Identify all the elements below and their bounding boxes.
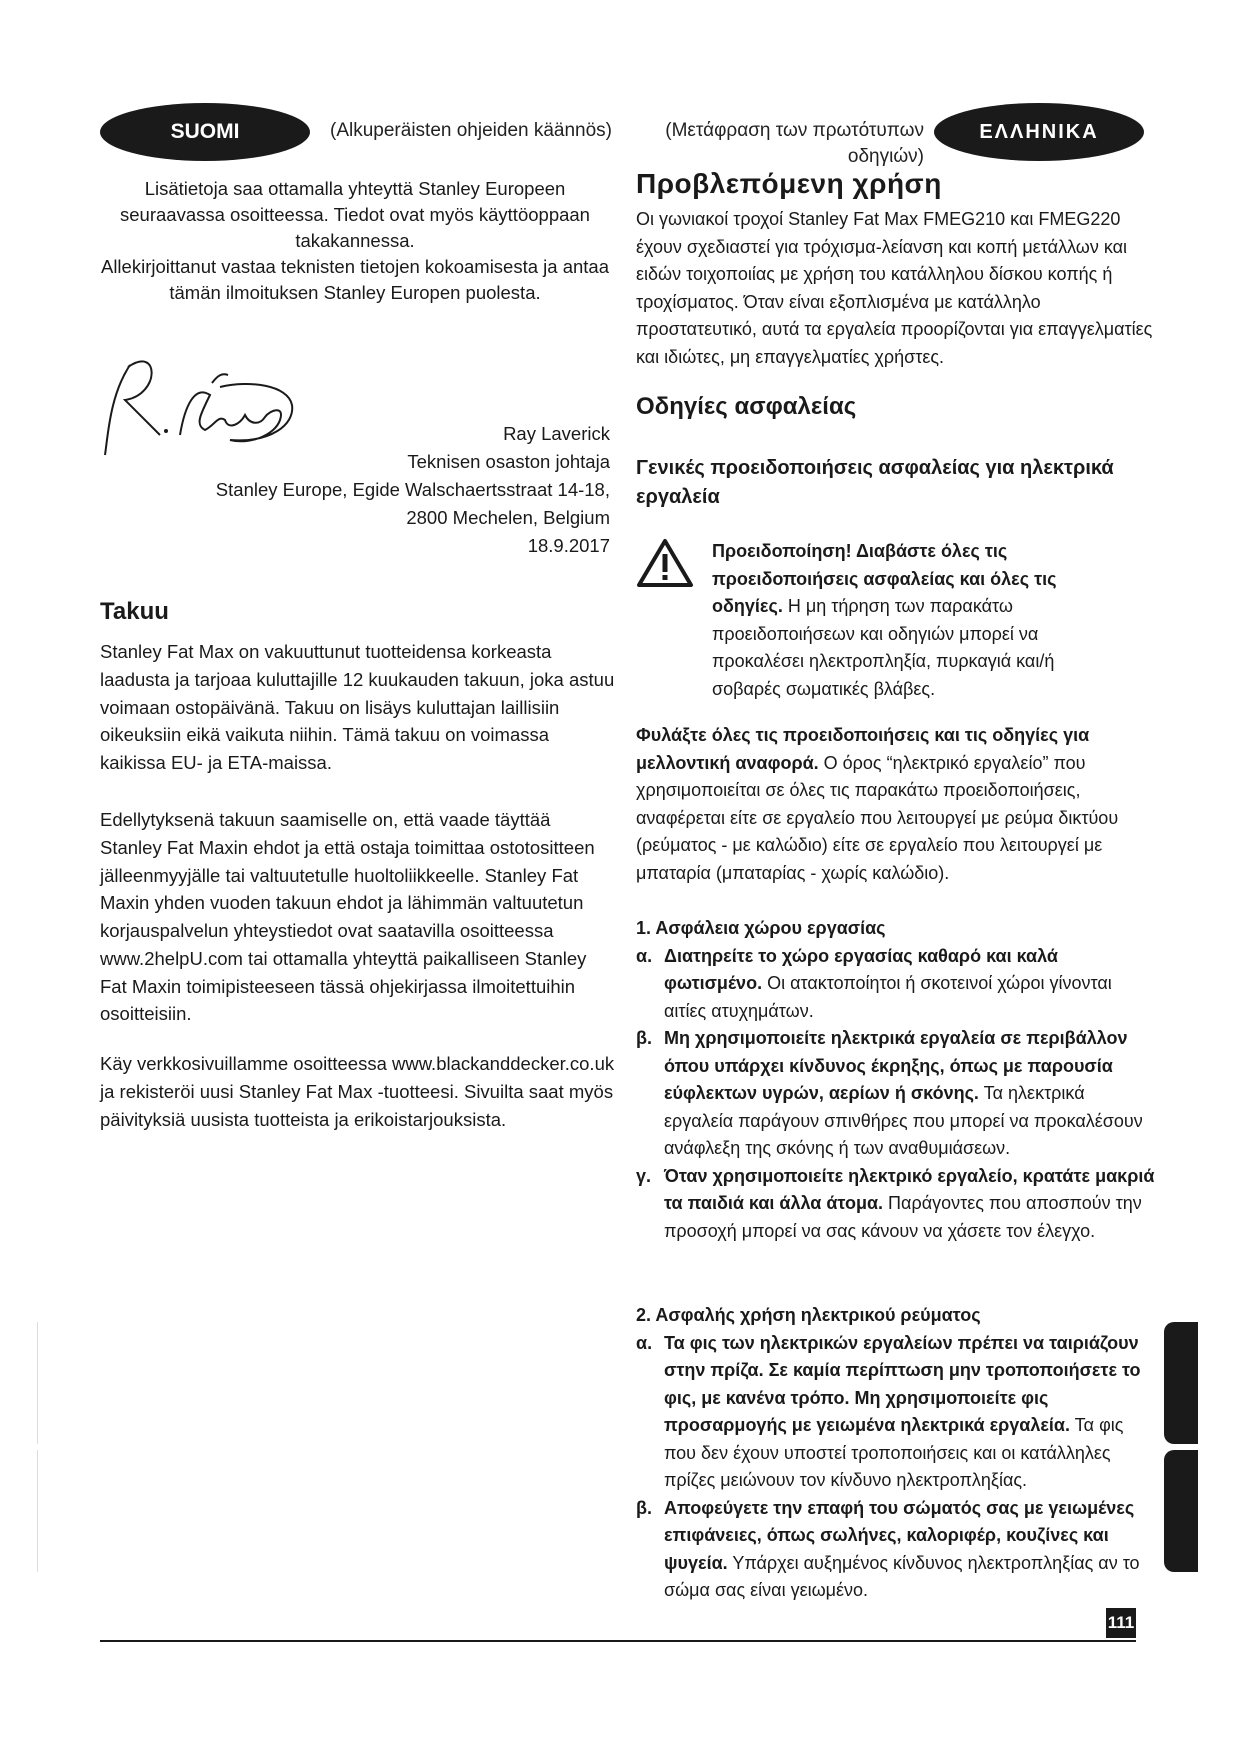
list-item-rest: Τα ηλεκτρικά εργαλεία παράγουν σπινθήρες που μπορεί να προκαλέσουν ανάφλεξη της σκόνης ή των αναθυμιάσεων. xyxy=(664,1083,1143,1159)
finnish-subtitle: (Alkuperäisten ohjeiden käännös) xyxy=(330,120,613,141)
warning-bold-text: Προειδοποίηση! Διαβάστε όλες τις προειδοποιήσεις ασφαλείας και όλες τις οδηγίες. xyxy=(712,541,1057,617)
list-item xyxy=(636,1330,1156,1495)
list-item-rest: Τα φις που δεν έχουν υποστεί τροποποιήσεις και οι κατάλληλες πρίζες μειώνουν τον κίνδυνο ηλεκτροπληξίας. xyxy=(664,1415,1124,1491)
keep-instructions-text: Ο όρος “ηλεκτρικό εργαλείο” που χρησιμοποιείται σε όλες τις παρακάτω προειδοποιήσεις, αναφέρεται είτε σε εργαλείο που λειτουργεί με ρεύμα δικτύου (ρεύματος - με καλώδιο) είτε σε εργαλείο που λειτουργεί με μπαταρία (μπαταρίας - χωρίς καλώδιο). xyxy=(636,752,1119,883)
contact-intro: Lisätietoja saa ottamalla yhteyttä Stanley Europeen seuraavassa osoitteessa. Tiedot ovat myös käyttöoppaan takakannessa. xyxy=(120,178,590,251)
list-item-bold: Τα φις των ηλεκτρικών εργαλείων πρέπει να ταιριάζουν στην πρίζα. Σε καμία περίπτωση μην τροποποιήσετε το φις, με κανένα τρόπο. Μη χρησιμοποιείτε φις προσαρμογής με γειωμένα ηλεκτρικά εργαλεία. xyxy=(664,1332,1141,1436)
intended-use-paragraph: Οι γωνιακοί τροχοί Stanley Fat Max FMEG210 και FMEG220 έχουν σχεδιαστεί για τρόχισμα-λείανση και κοπή μετάλλων και ειδών τοιχοποιίας με χρήση του κατάλληλου δίσκου κοπής ή τροχίσματος. Όταν είναι εξοπλισμένα με κατάλληλο προστατευτικό, αυτά τα εργαλεία προορίζονται για επαγγελματίες και ιδιώτες, μη επαγγελματίες χρήστες. xyxy=(636,209,1153,367)
warranty-heading: Takuu xyxy=(100,598,169,625)
warranty-paragraph-3: Käy verkkosivuillamme osoitteessa www.blackanddecker.co.uk ja rekisteröi uusi Stanley Fat Max -tuotteesi. Sivuilta saat myös päivityksiä uusista tuotteista ja erikoistarjouksista. xyxy=(100,1053,615,1130)
list-item-text xyxy=(664,943,1156,1026)
thumb-index-tab xyxy=(1164,1450,1198,1572)
language-badge-finnish: SUOMI xyxy=(100,103,310,161)
intended-use-heading: Προβλεπόμενη χρήση xyxy=(636,168,942,199)
warning-paragraph xyxy=(712,538,1112,703)
list-item-label: β. xyxy=(636,1028,652,1049)
work-area-safety-section xyxy=(636,915,1156,1245)
electrical-safety-heading: 2. Ασφαλής χρήση ηλεκτρικού ρεύματος xyxy=(636,1305,981,1325)
language-badge-greek: ΕΛΛΗΝΙΚΑ xyxy=(934,103,1144,161)
list-item xyxy=(636,1163,1156,1246)
margin-line xyxy=(37,1450,38,1572)
signatory-block xyxy=(216,420,610,560)
safety-instructions-heading: Οδηγίες ασφαλείας xyxy=(636,393,857,420)
list-item-label: β. xyxy=(636,1497,652,1518)
list-item-rest: Υπάρχει αυξημένος κίνδυνος ηλεκτροπληξίας αν το σώμα σας είναι γειωμένο. xyxy=(664,1552,1140,1601)
signatory-statement: Allekirjoittanut vastaa teknisten tietojen kokoamisesta ja antaa tämän ilmoituksen Stanley Europen puolesta. xyxy=(100,255,609,303)
list-item-text xyxy=(664,1025,1156,1163)
warranty-paragraph-1: Stanley Fat Max on vakuuttunut tuotteidensa korkeasta laadusta ja tarjoaa kuluttajille 12 kuukauden takuun, joka astuu voimaan ostopäivänä. Takuu on lisäys kuluttajan laillisiin oikeuksiin eikä vaikuta niihin. Tämä takuu on voimassa kaikissa EU- ja ETA-maissa. xyxy=(100,641,615,773)
contact-paragraph xyxy=(100,176,610,305)
list-item xyxy=(636,1495,1156,1605)
keep-instructions-paragraph xyxy=(636,722,1156,887)
warning-text: Η μη τήρηση των παρακάτω προειδοποιήσεων και οδηγιών μπορεί να προκαλέσει ηλεκτροπληξία, πυρκαγιά και/ή σοβαρές σωματικές βλάβες. xyxy=(712,596,1055,699)
signatory-name: Ray Laverick xyxy=(503,423,610,444)
list-item-rest: Οι ατακτοποίητοι ή σκοτεινοί χώροι γίνονται αιτίες ατυχημάτων. xyxy=(664,973,1112,1021)
list-item-bold: Αποφεύγετε την επαφή του σώματός σας με γειωμένες επιφάνειες, όπως σωλήνες, καλοριφέρ, κουζίνες και ψυγεία. xyxy=(664,1497,1135,1573)
list-item-bold: Μη χρησιμοποιείτε ηλεκτρικά εργαλεία σε περιβάλλον όπου υπάρχει κίνδυνος έκρηξης, όπως με παρουσία εύφλεκτων υγρών, αερίων ή σκόνης. xyxy=(664,1028,1128,1104)
list-item xyxy=(636,1025,1156,1163)
margin-line xyxy=(37,1322,38,1444)
list-item-label: α. xyxy=(636,945,653,966)
signatory-date: 18.9.2017 xyxy=(527,534,610,556)
page-number: 111 xyxy=(1106,1608,1136,1638)
list-item-text xyxy=(664,1163,1156,1246)
warranty-paragraph-2: Edellytyksenä takuun saamiselle on, että vaade täyttää Stanley Fat Maxin ehdot ja että ostaja toimittaa ostotositteen jälleenmyyjälle tai valtuutetulle huoltoliikkeelle. Stanley Fat Maxin yhden vuoden takuun ehdot ja lähimmän valtuutetun korjauspalvelun yhteystiedot ovat saatavilla osoitteessa www.2helpU.com tai ottamalla yhteyttä paikalliseen Stanley Fat Maxin toimipisteeseen tässä ohjekirjassa ilmoitettuihin osoitteisiin. xyxy=(100,809,595,1025)
signatory-address-1: Stanley Europe, Egide Walschaertsstraat 14-18, xyxy=(215,478,610,500)
signatory-role: Teknisen osaston johtaja xyxy=(407,450,610,472)
list-item-label: α. xyxy=(636,1332,653,1353)
footer-rule xyxy=(100,1640,1136,1642)
list-item-rest: Παράγοντες που αποσπούν την προσοχή μπορεί να σας κάνουν να χάσετε τον έλεγχο. xyxy=(664,1193,1142,1241)
thumb-index-tab xyxy=(1164,1322,1198,1444)
warning-triangle-icon xyxy=(636,538,694,588)
greek-subtitle: (Μετάφραση των πρωτότυπων οδηγιών) xyxy=(665,120,924,168)
list-item-bold: Όταν χρησιμοποιείτε ηλεκτρικό εργαλείο, κρατάτε μακριά τα παιδιά και άλλα άτομα. xyxy=(664,1165,1155,1214)
list-item xyxy=(636,943,1156,1026)
list-item-bold: Διατηρείτε το χώρο εργασίας καθαρό και καλά φωτισμένο. xyxy=(664,945,1058,994)
list-item-label: γ. xyxy=(636,1165,652,1186)
signatory-address-2: 2800 Mechelen, Belgium xyxy=(406,506,610,528)
electrical-safety-section xyxy=(636,1302,1156,1605)
keep-instructions-bold: Φυλάξτε όλες τις προειδοποιήσεις και τις οδηγίες για μελλοντική αναφορά. xyxy=(636,725,1090,773)
list-item-text xyxy=(664,1330,1156,1495)
list-item-text xyxy=(664,1495,1156,1605)
work-area-safety-heading: 1. Ασφάλεια χώρου εργασίας xyxy=(636,918,886,938)
general-warnings-heading: Γενικές προειδοποιήσεις ασφαλείας για ηλεκτρικά εργαλεία xyxy=(636,457,1114,508)
